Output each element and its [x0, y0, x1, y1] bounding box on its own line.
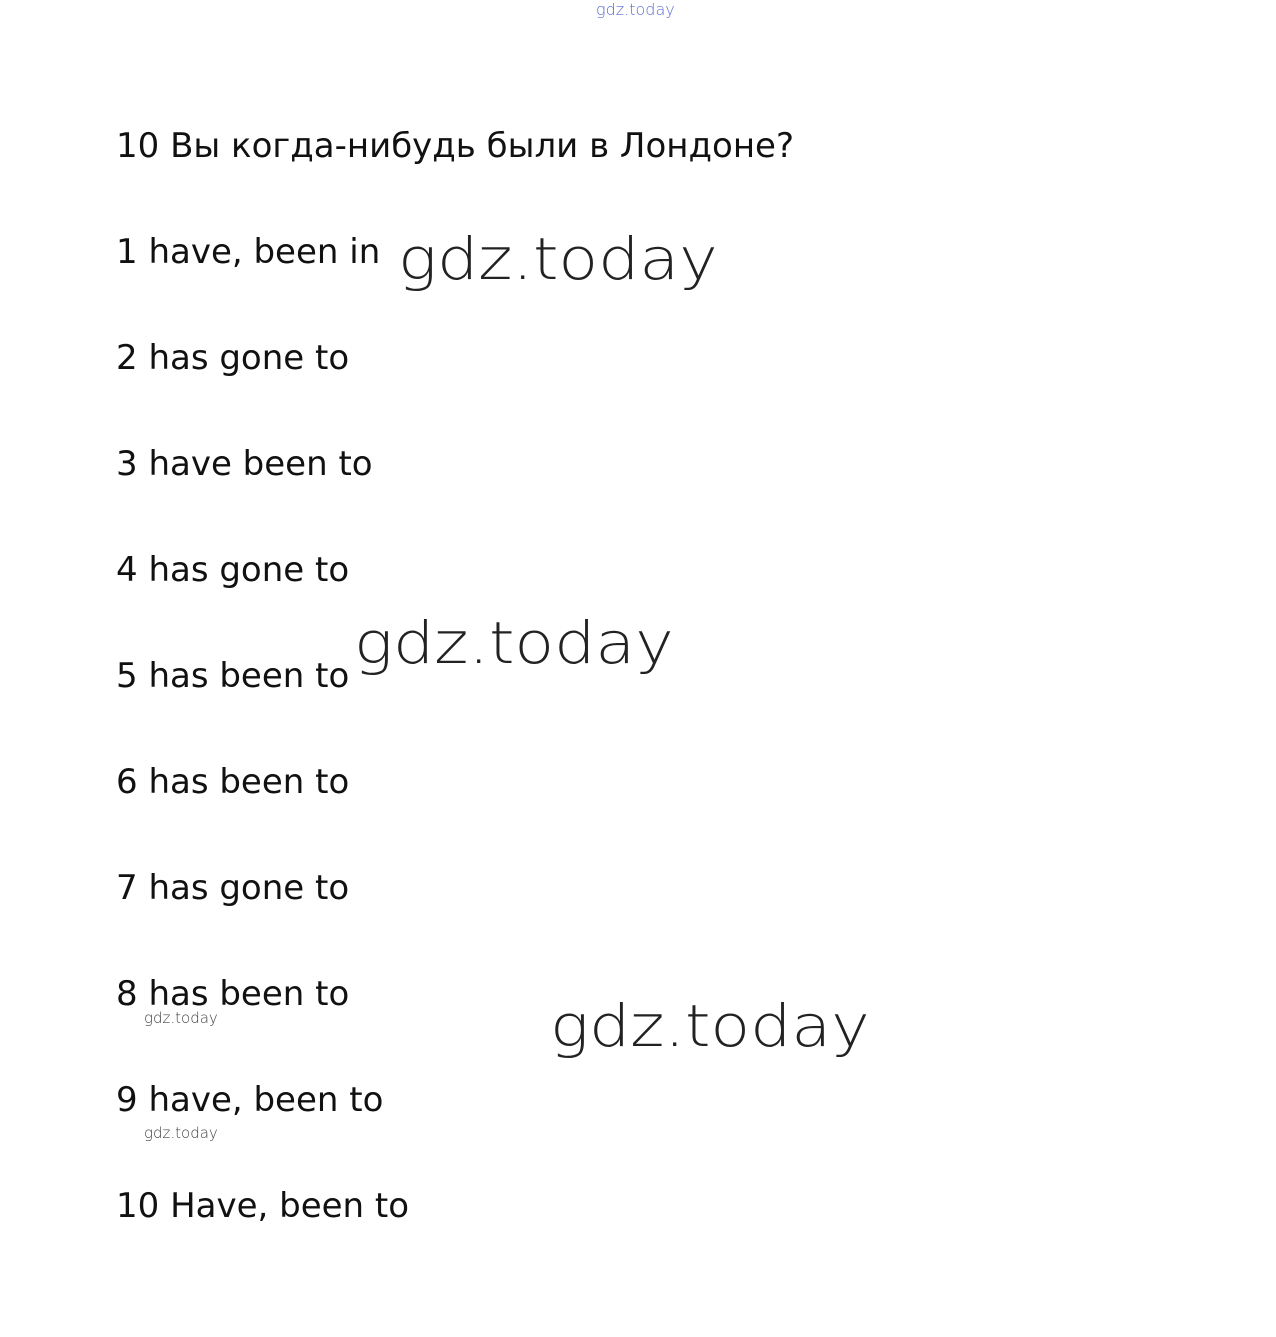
- watermark-small-2: gdz.today: [144, 1124, 218, 1142]
- watermark-top: gdz.today: [596, 0, 675, 19]
- answer-line-6: 6 has been to: [116, 762, 350, 802]
- answer-line-8: 8 has been to: [116, 974, 350, 1014]
- answer-line-10: 10 Have, been to: [116, 1186, 410, 1226]
- watermark-large-1: gdz.today: [398, 225, 718, 293]
- watermark-small-1: gdz.today: [144, 1009, 218, 1027]
- answer-line-5: 5 has been to: [116, 656, 350, 696]
- answer-line-2: 2 has gone to: [116, 338, 350, 378]
- answer-line-9: 9 have, been to: [116, 1080, 384, 1120]
- watermark-large-3: gdz.today: [550, 992, 870, 1060]
- answer-line-4: 4 has gone to: [116, 550, 350, 590]
- exercise-heading: 10 Вы когда-нибудь были в Лондоне?: [116, 126, 795, 166]
- watermark-large-2: gdz.today: [354, 609, 674, 677]
- answer-line-3: 3 have been to: [116, 444, 373, 484]
- answer-line-1: 1 have, been in: [116, 232, 381, 272]
- answer-line-7: 7 has gone to: [116, 868, 350, 908]
